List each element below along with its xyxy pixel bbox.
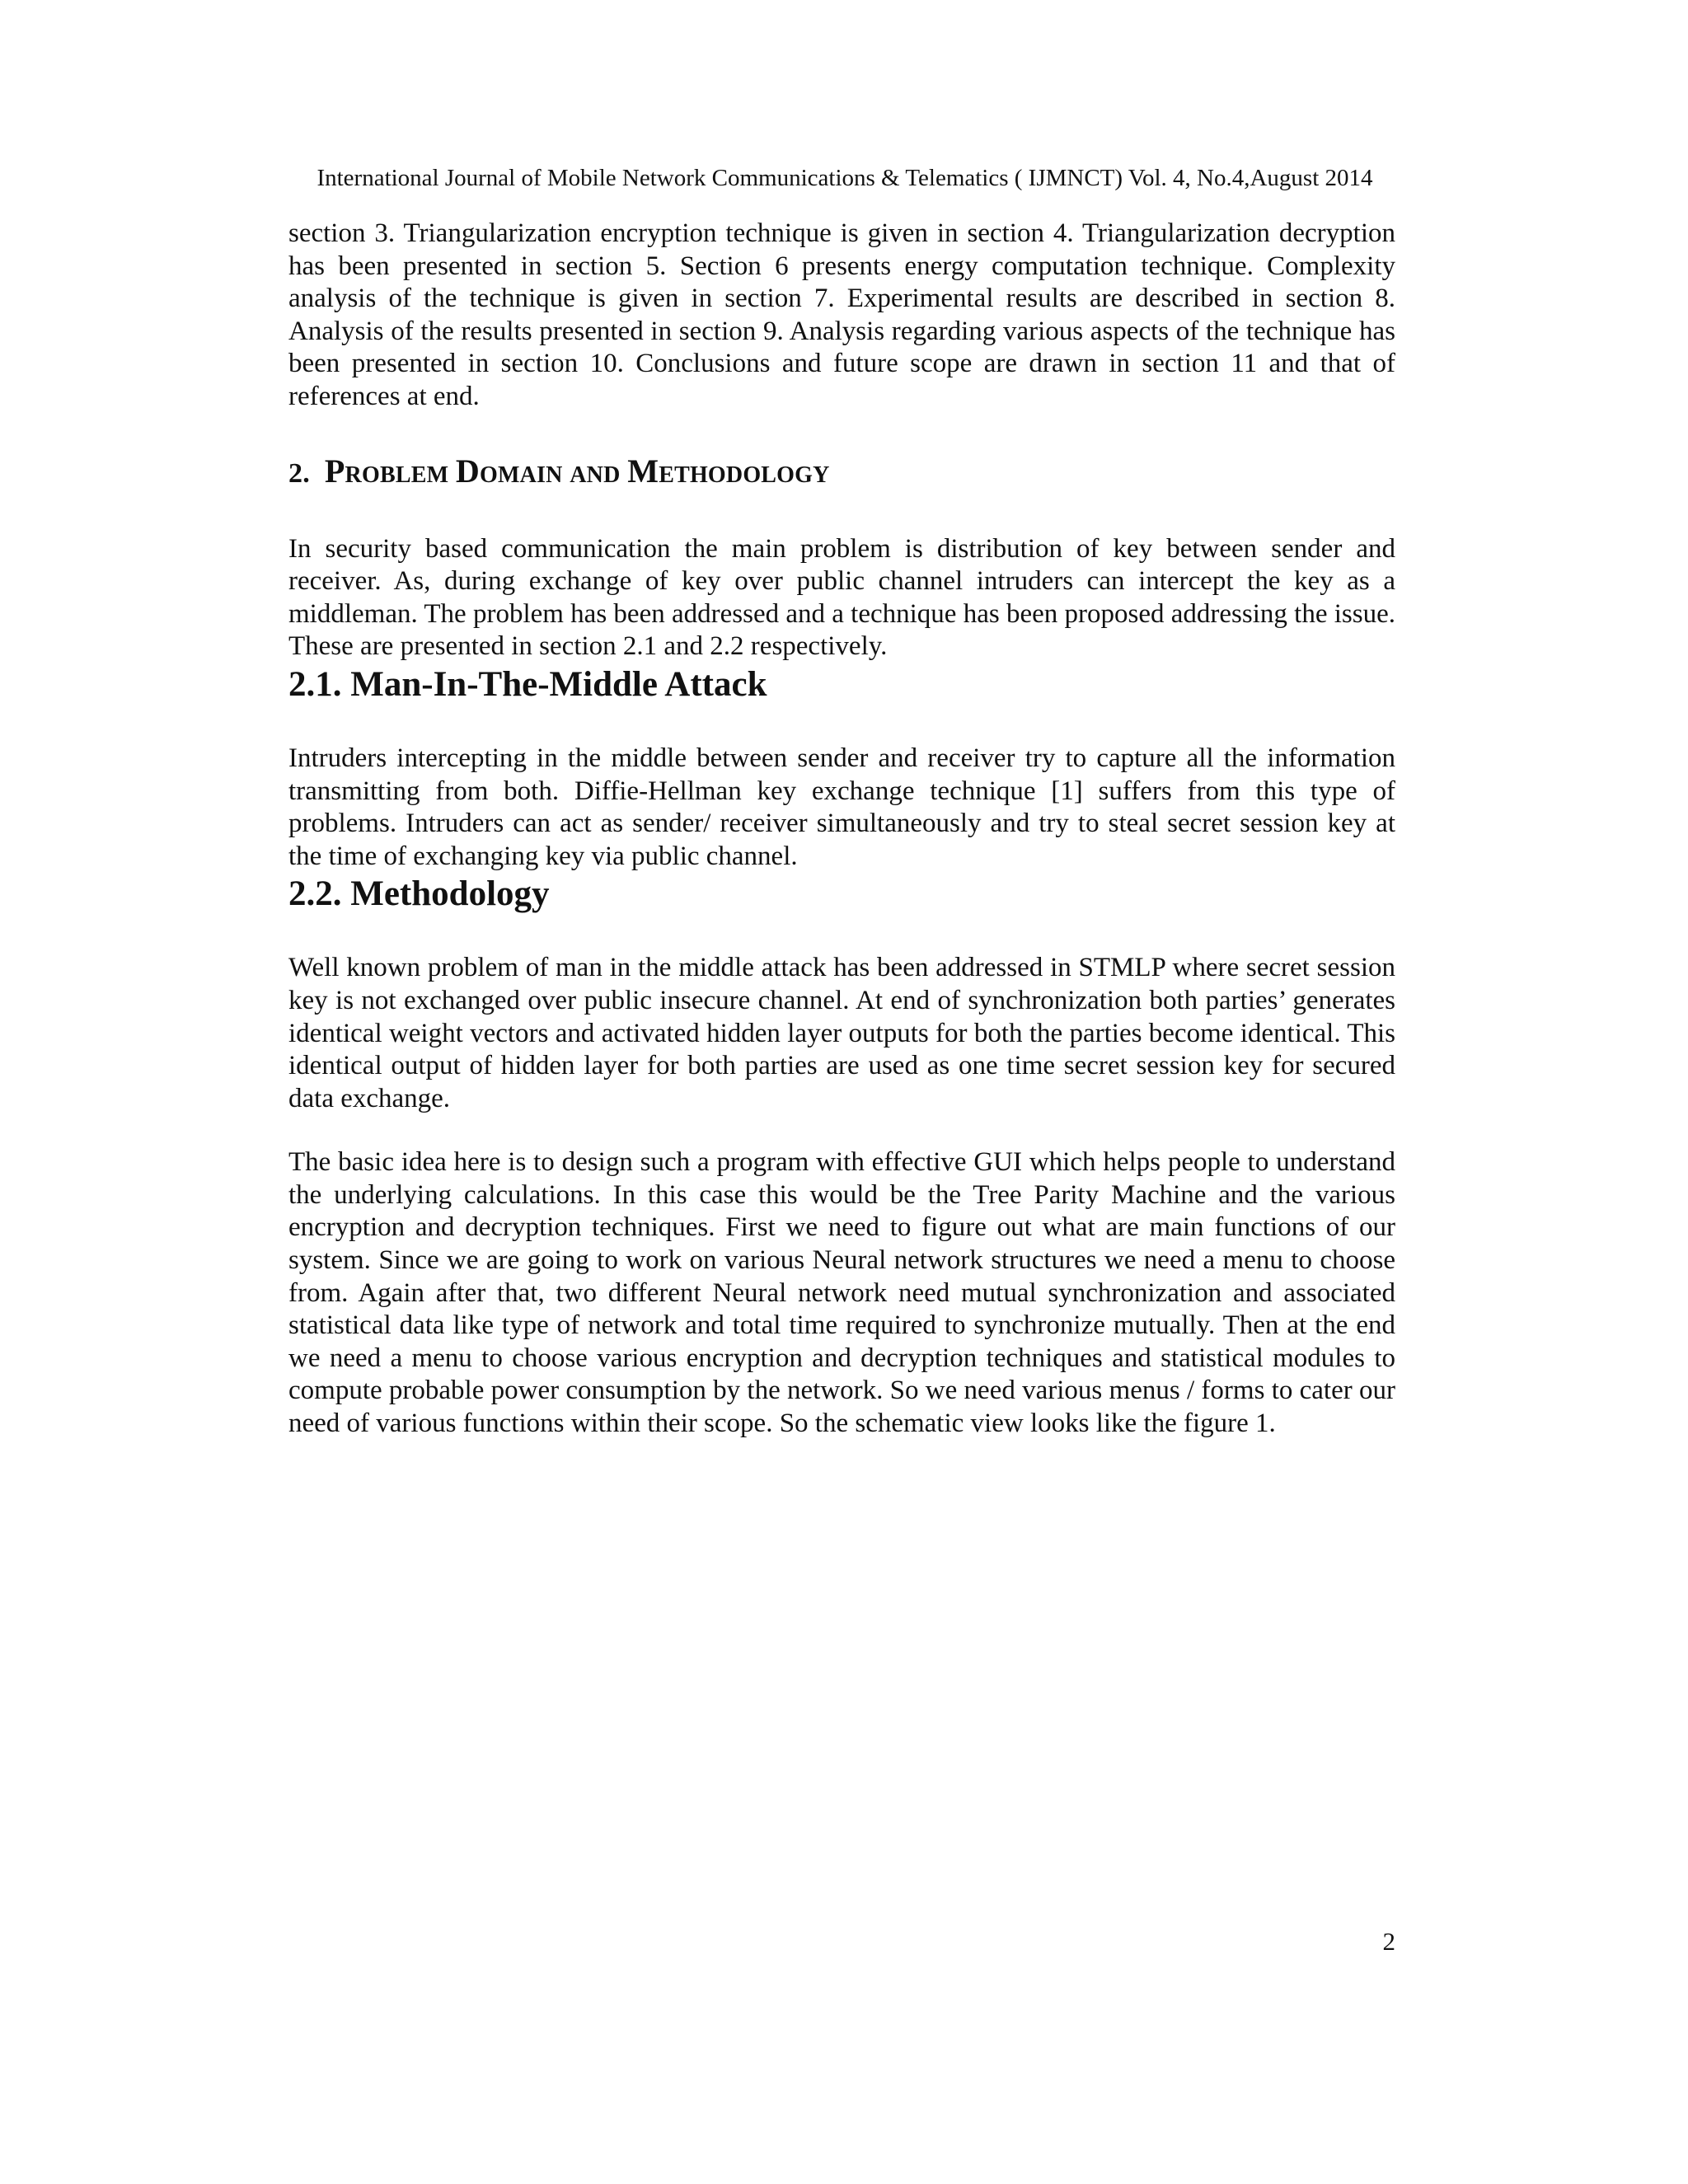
subsection-2-1-heading: 2.1. Man-In-The-Middle Attack bbox=[288, 664, 767, 704]
page-number: 2 bbox=[1382, 1927, 1395, 1956]
subsection-2-1-paragraph: Intruders intercepting in the middle between sender and receiver try to capture all the information transmitting from both. Diffie-Hellman key exchange technique [1] suffers from this type of problems. Intruders can act as sender/ receiver simultaneously and try to steal secret session key at the time of exchanging key via public channel. bbox=[288, 743, 1395, 871]
subsection-2-2-paragraph-2: The basic idea here is to design such a program with effective GUI which helps people to understand the underlying calculations. In this case this would be the Tree Parity Machine and the various encryption and decryption techniques. First we need to figure out what are main functions of our system. Since we are going to work on various Neural network structures we need a menu to choose from. Again after that, two different Neural network need mutual synchronization and associated statistical data like type of network and total time required to synchronize mutually. Then at the end we need a menu to choose various encryption and decryption techniques and statistical modules to compute probable power consumption by the network. So we need various menus / forms to cater our need of various functions within their scope. So the schematic view looks like the figure 1. bbox=[288, 1147, 1395, 1439]
running-header: International Journal of Mobile Network Communications & Telematics ( IJMNCT) Vol. 4, No.4,August 2014 bbox=[316, 165, 1373, 191]
section-number: 2. bbox=[288, 457, 310, 489]
subsection-2-2-paragraph-1: Well known problem of man in the middle attack has been addressed in STMLP where secret session key is not exchanged over public insecure channel. At end of synchronization both parties’ generates identical weight vectors and activated hidden layer outputs for both the parties become identical. This identical output of hidden layer for both parties are used as one time secret session key for secured data exchange. bbox=[288, 953, 1395, 1113]
page-body bbox=[288, 218, 1395, 1441]
section-2-paragraph: In security based communication the main problem is distribution of key between sender and receiver. As, during exchange of key over public channel intruders can intercept the key as a middleman. The problem has been addressed and a technique has been proposed addressing the issue. These are presented in section 2.1 and 2.2 respectively. bbox=[288, 533, 1395, 662]
intro-paragraph: section 3. Triangularization encryption technique is given in section 4. Triangularization decryption has been presented in section 5. Section 6 presents energy computation technique. Complexity analysis of the technique is given in section 7. Experimental results are described in section 8. Analysis of the results presented in section 9. Analysis regarding various aspects of the technique has been presented in section 10. Conclusions and future scope are drawn in section 11 and that of references at end. bbox=[288, 218, 1395, 411]
section-2-heading: 2. PROBLEM DOMAIN AND METHODOLOGY bbox=[288, 452, 830, 490]
subsection-2-2-heading: 2.2. Methodology bbox=[288, 874, 550, 914]
